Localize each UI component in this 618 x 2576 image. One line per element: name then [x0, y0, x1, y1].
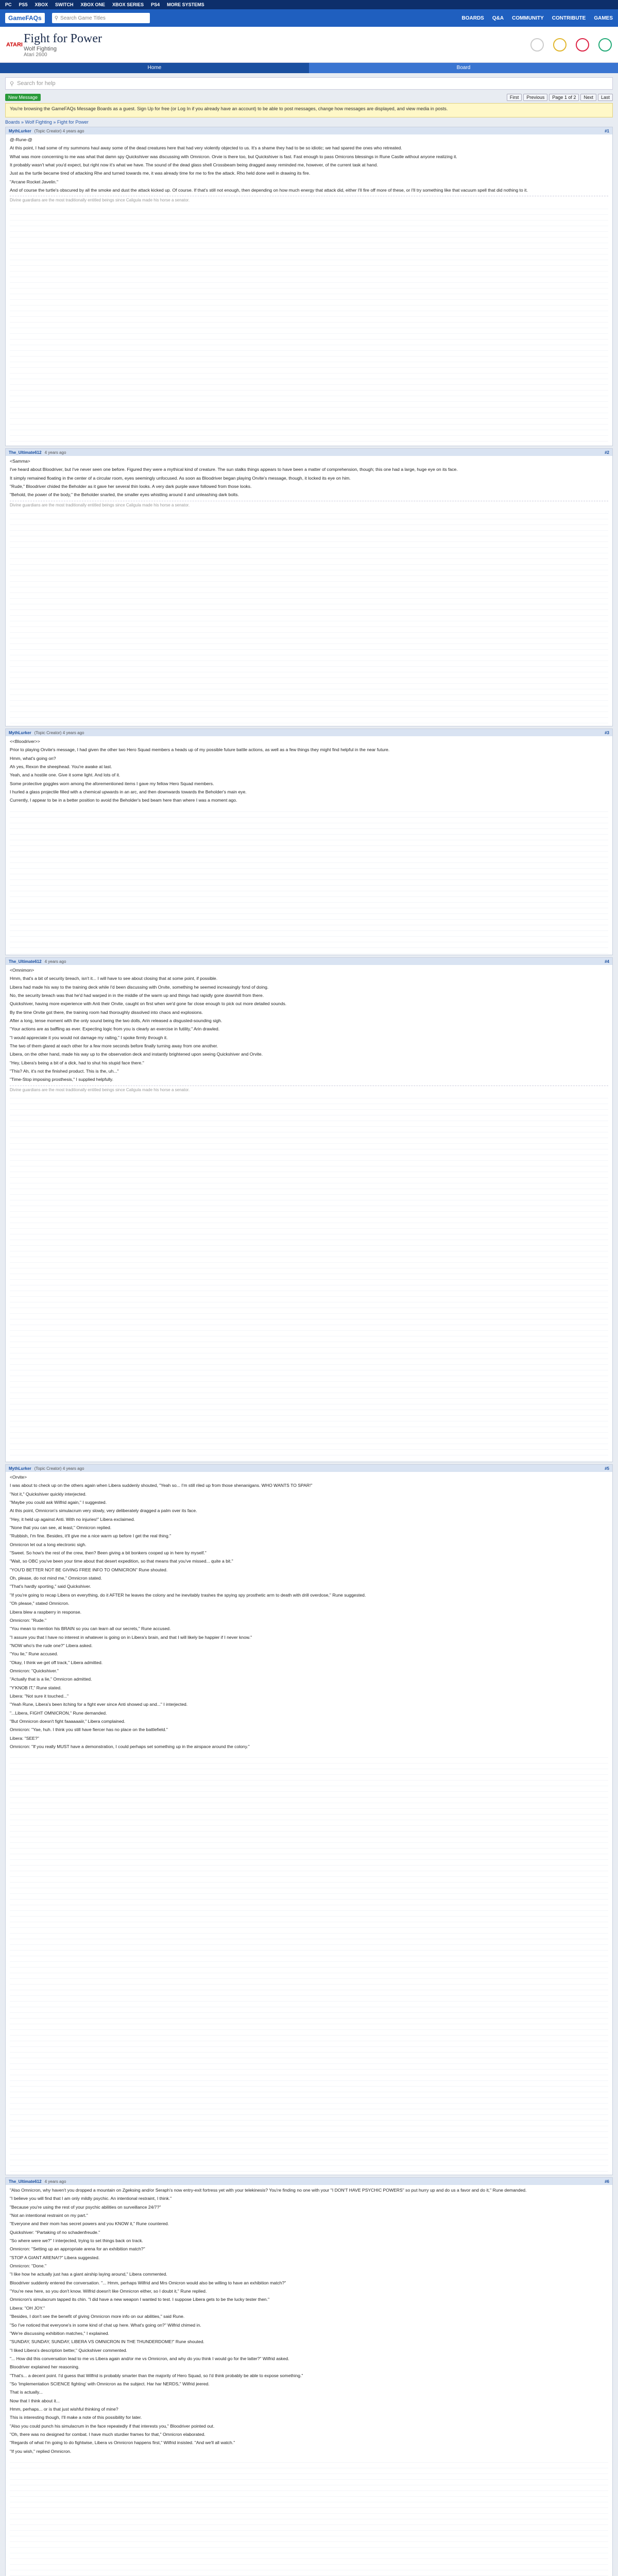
share-icon[interactable] [598, 38, 612, 52]
post-body [6, 456, 612, 726]
post-number[interactable]: #4 [605, 959, 609, 964]
post-text-continued [10, 2457, 608, 2576]
post-header [6, 2178, 612, 2185]
post-paragraph: "Because you're using the rest of your psychic abilities on surveillance 24/7?" [10, 2204, 161, 2210]
nav-xbox-series[interactable]: XBOX SERIES [112, 2, 144, 7]
post-meta: 4 years ago [44, 959, 66, 964]
post-paragraph: "You lie," Rune accused. [10, 1651, 58, 1657]
post-body [6, 965, 612, 1462]
post-paragraph: "So I've noticed that everyone's in some kind of chat up here. What's going on?" Wilfrid chimed in. [10, 2322, 201, 2328]
post-signature: Divine guardians are the most traditionally entitled beings since Caligula made his horse a senator. [10, 196, 608, 204]
post-paragraph: "That's... a decent point. I'd guess that Wilfrid is probably smarter than the majority of Hero Squad, so I'd think probably be able to expose something." [10, 2372, 303, 2378]
nav-ps4[interactable]: PS4 [151, 2, 160, 7]
game-search-input[interactable] [52, 13, 150, 23]
post-paragraph: "Hey, Libera's being a bit of a dick, had to shut his stupid face there." [10, 1060, 144, 1065]
post-paragraph: "I would appreciate it you would not damage my railing," I spoke firmly through it. [10, 1035, 168, 1040]
post-paragraph: Bloodriver suddenly entered the conversation. "... Hmm, perhaps Wilfrid and Mrs Omicron would also be willing to have an exhibition match?" [10, 2280, 286, 2285]
post-paragraph: "I like how he actually just has a giant airship laying around," Libera commented. [10, 2272, 167, 2277]
tab-board[interactable]: Board [309, 63, 618, 73]
post-paragraph: Libera blew a raspberry in response. [10, 1609, 82, 1615]
post-text-continued [10, 1093, 608, 1462]
tab-home[interactable]: Home [147, 65, 162, 71]
post-paragraph: It probably wasn't what you'd expect, but right now it's what we have. The sound of the dead glass shell Crossbeam being dragged away reminded me, however, of the current task at hand. [10, 162, 378, 168]
post-paragraph: "Rubbish, I'm fine. Besides, it'll give me a nice warm up before I get the real thing." [10, 1533, 171, 1539]
game-subtitle: Wolf Fighting [24, 45, 57, 52]
post-paragraph: "Regards of what I'm going to do fightwise, Libera vs Omnicron happens first," Wilfrid insisted. "And we'll all watch." [10, 2440, 235, 2446]
post-header [6, 1465, 612, 1472]
post-meta: (Topic Creator) 4 years ago [34, 128, 84, 133]
nav-pc[interactable]: PC [5, 2, 12, 7]
post-meta: 4 years ago [44, 2179, 66, 2184]
post-paragraph: Bloodriver explained her reasoning. [10, 2364, 80, 2370]
post-paragraph: And of course the turtle's obscured by all the smoke and dust the attack kicked up. Of course. If that's still not enough, then depending on how much energy that attack did, either I'll fire off more of these, or I'll try something like that vacuum spell that did nothing to it. [10, 188, 528, 193]
post-paragraph: "You mean to mention his BRAIN so you can learn all our secrets," Rune accused. [10, 1626, 171, 1632]
post-paragraph: I was about to check up on the others again when Libera suddenly shouted, "Yeah so... I'm still riled up from those shenanigans. WHO WANTS TO SPAR!" [10, 1483, 313, 1488]
post-header [6, 958, 612, 965]
breadcrumb[interactable]: Boards » Wolf Fighting » Fight for Power [5, 120, 89, 125]
post-paragraph: "I liked Libera's description better," Quickshiver commented. [10, 2347, 127, 2353]
post-paragraph: "If you're going to recap Libera on everything, do it AFTER he leaves the colony and he inevitably trashes the spying spy prosthetic arm to death with drill overdose," Rune suggested. [10, 1592, 366, 1598]
post-paragraph: "Okay, I think we get off track," Libera admitted. [10, 1659, 103, 1665]
post-paragraph: Hmm, what's going on? [10, 755, 56, 761]
post-author[interactable]: The_Ultimate612 [9, 2179, 42, 2184]
post-paragraph: "Hey, it held up against Anti. With no injuries!" Libera exclaimed. [10, 1516, 135, 1522]
post-paragraph: I hurled a glass projectile filled with a chemical upwards in an arc, and then downwards towards the Beholder's main eye. [10, 789, 247, 795]
post-paragraph: Libera had made his way to the training deck while I'd been discussing with Orvite, something he seemed increasingly fond of doing. [10, 984, 269, 990]
post-meta: (Topic Creator) 4 years ago [34, 1466, 84, 1471]
post-paragraph: Omnicron let out a long electronic sigh. [10, 1541, 87, 1547]
post-paragraph: "Maybe you could ask Wilfrid again," I suggested. [10, 1500, 107, 1505]
post-signature: Divine guardians are the most traditionally entitled beings since Caligula made his horse a senator. [10, 501, 608, 509]
post-paragraph: Quickshiver: "Partaking of no schadenfreude." [10, 2229, 100, 2235]
post-paragraph: "Time-Stop imposing prosthesis," I supplied helpfully. [10, 1077, 113, 1082]
post-paragraph: "Everyone and their mom has secret powers and you KNOW it," Rune countered. [10, 2221, 169, 2227]
post-paragraph: Oh, please, do not mind me," Omnicron stated. [10, 1575, 102, 1581]
post-paragraph: Some protective goggles worn among the aforementioned items I gave my fellow Hero Squad members. [10, 781, 214, 786]
site-header [0, 9, 618, 27]
post-paragraph: I've heard about Bloodriver, but I've never seen one before. Figured they were a mythical kind of creature. The sun stalks things appears to have been a matter of comprehension, though; this one had a large, huge eye on its face. [10, 467, 458, 472]
pagination [507, 94, 613, 101]
post-paragraph: "Sweet. So how's the rest of the crew, then? Been giving a bit bonkers cooped up in here by myself." [10, 1550, 207, 1556]
post-text-continued [10, 1752, 608, 2175]
post-paragraph: "I assure you that I have no interest in whatever is going on in Libera's brain, and that I will likely be happier if I never know." [10, 1634, 252, 1640]
post-paragraph: "Actually that is a lie," Omnicron admitted. [10, 1676, 92, 1682]
next-page-button[interactable]: Next [580, 94, 596, 101]
page-tabs [0, 63, 618, 73]
nav-contribute[interactable]: CONTRIBUTE [552, 15, 586, 21]
notify-icon[interactable] [576, 38, 589, 52]
post-paragraph: "Wait, so OBC you've been your time about that desert expedition, so that means that you've missed... quite a bit." [10, 1558, 233, 1564]
post-paragraph: "NOW who's the rude one?" Libera asked. [10, 1642, 93, 1648]
post-text-continued [10, 204, 608, 446]
post-paragraph: Libera, on the other hand, made his way up to the observation deck and instantly brightened upon seeing Quickshiver and Orvite. [10, 1052, 263, 1057]
nav-boards[interactable]: BOARDS [461, 15, 484, 21]
post-paragraph: No, the security breach was that he'd had warped in in the middle of the warm up and things had rapidly gone downhill from there. [10, 993, 264, 998]
post-paragraph: "This? Ah, it's not the finished product. This is the, uh..." [10, 1069, 119, 1074]
game-platform-label: Atari 2600 [24, 52, 47, 58]
post-number[interactable]: #1 [605, 128, 609, 133]
post-body [6, 2185, 612, 2576]
post-text-continued [10, 508, 608, 726]
post-paragraph: At this point, Omnicron's simulacrum very slowly, very deliberately dragged a palm over its face. [10, 1508, 197, 1514]
post-number[interactable]: #5 [605, 1466, 609, 1471]
post-author[interactable]: MythLurker [9, 730, 31, 735]
post-number[interactable]: #6 [605, 2179, 609, 2184]
post-paragraph: Libera: "Not sure it touched..." [10, 1693, 69, 1699]
post-paragraph: "If you wish," replied Omnicron. [10, 2448, 72, 2454]
post-paragraph: "Rude," Bloodriver chided the Beholder as it gave her several thin looks. A very dark purple wave followed from those looks. [10, 484, 252, 489]
post-paragraph: "Yeah Rune, Libera's been itching for a fight ever since Anti showed up and..." I interjected. [10, 1702, 188, 1707]
post-paragraph: Prior to playing Orvite's message, I had given the other two Hero Squad members a heads up of my possible future battle actions, as well as a few things they might find helpful in the near future. [10, 747, 390, 753]
post-paragraph: "Also Omnicron, why haven't you dropped a mountain on Zgeksing and/or Seraph's now entry-exit fortress yet with your telekinesis? You're finding no one with your "I DON'T HAVE PSYCHIC POWERS" so put hurry up and do us a favor and do it," Rune demanded. [10, 2188, 527, 2193]
post-paragraph: By the time Orvite got there, the training room had thoroughly dissolved into chaos and explosions. [10, 1009, 203, 1015]
post-paragraph: "Besides, I don't see the benefit of giving Omnicron more info on our abilities," said Rune. [10, 2314, 185, 2319]
post-paragraph: "You're new here, so you don't know. Wilfrid doesn't like Omnicron either, so I doubt it," Rune replied. [10, 2289, 207, 2294]
board-search-input[interactable] [5, 77, 613, 90]
post-paragraph: Now that I think about it... [10, 2398, 60, 2403]
board-search-placeholder: Search for help [17, 80, 56, 87]
site-logo[interactable]: GameFAQs [5, 13, 45, 23]
nav-games[interactable]: GAMES [594, 15, 613, 21]
post-paragraph: @-Rune-@ [10, 137, 32, 142]
message-list [0, 127, 618, 2576]
post-paragraph: Omnicron: "Quickshiver." [10, 1668, 59, 1673]
post-body [6, 134, 612, 446]
post-meta: 4 years ago [44, 450, 66, 455]
post-paragraph: Ah yes, Rexon the sheephead. You're awake at last. [10, 764, 112, 770]
post-paragraph: Libera: "OH JOY." [10, 2305, 45, 2311]
post-header [6, 127, 612, 134]
post-paragraph: "We're discussing exhibition matches," I explained. [10, 2330, 109, 2336]
post-paragraph: "None that you can see, at least," Omnicron replied. [10, 1525, 112, 1531]
post-body [6, 736, 612, 955]
post-paragraph: "STOP A GIANT ARENA!?" Libera suggested. [10, 2255, 100, 2260]
page-title: Fight for Power [24, 31, 102, 45]
search-icon: ⚲ [10, 80, 14, 87]
first-page-button[interactable]: First [507, 94, 522, 101]
post-paragraph: "SUNDAY, SUNDAY, SUNDAY, LIBERA VS OMNICRON IN THE THUNDERDOME!" Rune shouted. [10, 2339, 204, 2345]
post-text-continued [10, 806, 608, 955]
nav-xbox-one[interactable]: XBOX ONE [80, 2, 106, 7]
message-post [5, 448, 613, 726]
post-paragraph: After a long, tense moment with the only sound being the two dolls, Arin released a disgusted-sounding sigh. [10, 1018, 222, 1024]
post-paragraph: Currently, I appear to be in a better position to avoid the Beholder's bed beam here than where I was a moment ago. [10, 798, 237, 803]
post-paragraph: "Y'KNOB IT," Rune stated. [10, 1685, 62, 1690]
post-paragraph: Yeah, and a hostile one. Give it some light. And lots of it. [10, 772, 121, 778]
post-meta: (Topic Creator) 4 years ago [34, 730, 84, 735]
post-paragraph: It simply remained floating in the center of a circular room, eyes seemingly unfocused. As soon as Bloodriver began playing Orvite's message, though, it locked its eye on him. [10, 475, 351, 481]
post-paragraph: That is actually... [10, 2389, 43, 2395]
post-paragraph: What was more concerning to me was what that damn spy Quickshiver was discussing with Omnicron. Orvie is there too, but Quickshiver is fast. Fast enough to pass Omicrons blessings in Rune Castle without anyone realizing it. [10, 154, 457, 159]
post-author[interactable]: MythLurker [9, 1466, 31, 1471]
search-placeholder: Search Game Titles [60, 15, 106, 21]
previous-page-button[interactable]: Previous [523, 94, 547, 101]
page-indicator[interactable]: Page 1 of 2 [549, 94, 579, 101]
post-paragraph: "I believe you will find that I am only mildly psychic. An intentional restraint, I think." [10, 2196, 172, 2201]
post-paragraph: "But Omnicron doesn't fight faaaaaaiir," Libera complained. [10, 1718, 126, 1724]
message-post [5, 127, 613, 446]
message-post [5, 957, 613, 1462]
post-paragraph: <Orvite> [10, 1475, 27, 1480]
game-title-bar [0, 27, 618, 63]
nav-ps5[interactable]: PS5 [19, 2, 28, 7]
post-paragraph: <Omnimon> [10, 968, 35, 973]
new-message-button[interactable]: New Message [5, 94, 41, 101]
post-paragraph: "That's hardly sporting," said Quickshiver. [10, 1584, 91, 1589]
message-post [5, 2177, 613, 2576]
favorite-icon[interactable] [530, 38, 544, 52]
post-paragraph: "So where were we?" I interjected, trying to set things back on track. [10, 2238, 143, 2244]
post-body [6, 1472, 612, 2175]
nav-xbox[interactable]: XBOX [35, 2, 48, 7]
post-paragraph: Omnicron: "Rude." [10, 1617, 47, 1623]
post-paragraph: "YOU'D BETTER NOT BE GIVING FREE INFO TO OMNICRON" Rune shouted. [10, 1567, 168, 1572]
post-number[interactable]: #2 [605, 450, 609, 455]
board-toolbar [5, 94, 613, 101]
post-paragraph: "Behold, the power of the body," the Beholder snarled, the smaller eyes whistling around it and unleashing dark bolts. [10, 492, 239, 498]
message-post [5, 728, 613, 955]
post-paragraph: Omnicron's simulacrum tapped its chin. "I did have a new weapon I wanted to test. I suppose Libera gets to be the lucky tester then." [10, 2297, 270, 2302]
post-paragraph: <<Bloodriver>> [10, 739, 40, 744]
post-paragraph: Omnicron: "Setting up an appropriate arena for an exhibition match?" [10, 2246, 145, 2252]
post-author[interactable]: The_Ultimate612 [9, 450, 42, 455]
post-paragraph: "Oh please," stated Omnicron. [10, 1601, 70, 1606]
post-paragraph: "...Libera, FIGHT OMNICRON," Rune demanded. [10, 1710, 107, 1716]
post-number[interactable]: #3 [605, 730, 609, 735]
platform-badge: ATARI [6, 41, 23, 48]
post-header [6, 449, 612, 456]
post-paragraph: Omnicron: "Done." [10, 2263, 47, 2269]
post-paragraph: "Not it," Quickshiver quickly interjected. [10, 1491, 87, 1497]
post-paragraph: Omnicron: "If you really MUST have a demonstration, I could perhaps set something up in the airspace around the colony." [10, 1744, 250, 1749]
message-post [5, 1464, 613, 2175]
post-paragraph: Just as the turtle became tired of attacking Rhe and turned towards me, it was already time for me to fire the attack. Rho held done well in drawing its fire. [10, 171, 311, 176]
nav-community[interactable]: COMMUNITY [512, 15, 544, 21]
post-paragraph: "Your actions are as baffling as ever. Expecting logic from you is clearly an exercise in futility," Arin drawled. [10, 1026, 220, 1032]
post-paragraph: At this point, I had some of my summons haul away some of the dead creatures here that had very violently objected to us. It's a shame they had to be so idiotic; we had spared the ones who retreated. [10, 145, 402, 151]
post-paragraph: Hmm, that's a bit of security breach, isn't it... I will have to see about closing that at some point, if possible. [10, 976, 218, 981]
collection-icon[interactable] [553, 38, 566, 52]
post-author[interactable]: The_Ultimate612 [9, 959, 42, 964]
post-paragraph: Hmm, perhaps... or is that just wishful thinking of mine? [10, 2406, 118, 2412]
post-paragraph: "Arcane Rocket Javelin." [10, 179, 58, 184]
post-paragraph: Libera: "SEE?" [10, 1735, 39, 1741]
nav-switch[interactable]: SWITCH [55, 2, 74, 7]
post-signature: Divine guardians are the most traditionally entitled beings since Caligula made his horse a senator. [10, 1086, 608, 1093]
guest-notice: You're browsing the GameFAQs Message Boards as a guest. Sign Up for free (or Log In if you already have an account) to be able to post messages, change how messages are displayed, and view media in posts. [5, 103, 613, 117]
post-paragraph: Quickshiver, having more experience with Anti their Orvite, caught on first when we'd gone far close enough to pick out more detailed sounds. [10, 1001, 287, 1007]
post-paragraph: Omnicron: "Yae, huh. I think you still have fiercer has no place on the battlefield." [10, 1727, 168, 1733]
post-paragraph: "Oh, there was no designed for combat. I have much sturdier frames for that," Omnicron elaborated. [10, 2431, 205, 2437]
top-platform-nav [0, 0, 618, 9]
post-paragraph: This is interesting though, I'll make a note of this possibility for later. [10, 2415, 142, 2420]
post-paragraph: "Not an intentional restraint on my part." [10, 2213, 88, 2218]
search-icon: ⚲ [54, 15, 59, 21]
nav-qa[interactable]: Q&A [492, 15, 504, 21]
post-author[interactable]: MythLurker [9, 128, 31, 133]
post-paragraph: "Also you could punch his simulacrum in the face repeatedly if that interests you," Bloodriver pointed out. [10, 2423, 215, 2429]
post-paragraph: <Samma> [10, 459, 30, 464]
post-paragraph: "... How did this conversation lead to me vs Libera again and/or me vs Omnicron, and why do you think I would go for the latter?" Wilfrid asked. [10, 2355, 289, 2361]
post-paragraph: "So 'Implementation SCIENCE fighting' with Omnicron as the subject. Har har NERDS," Wilfrid jeered. [10, 2381, 210, 2386]
post-header [6, 729, 612, 736]
nav-more[interactable]: MORE SYSTEMS [167, 2, 204, 7]
last-page-button[interactable]: Last [598, 94, 613, 101]
post-paragraph: The two of them glared at each other for a few more seconds before finally turning away from one another. [10, 1043, 218, 1049]
main-nav [462, 15, 613, 21]
